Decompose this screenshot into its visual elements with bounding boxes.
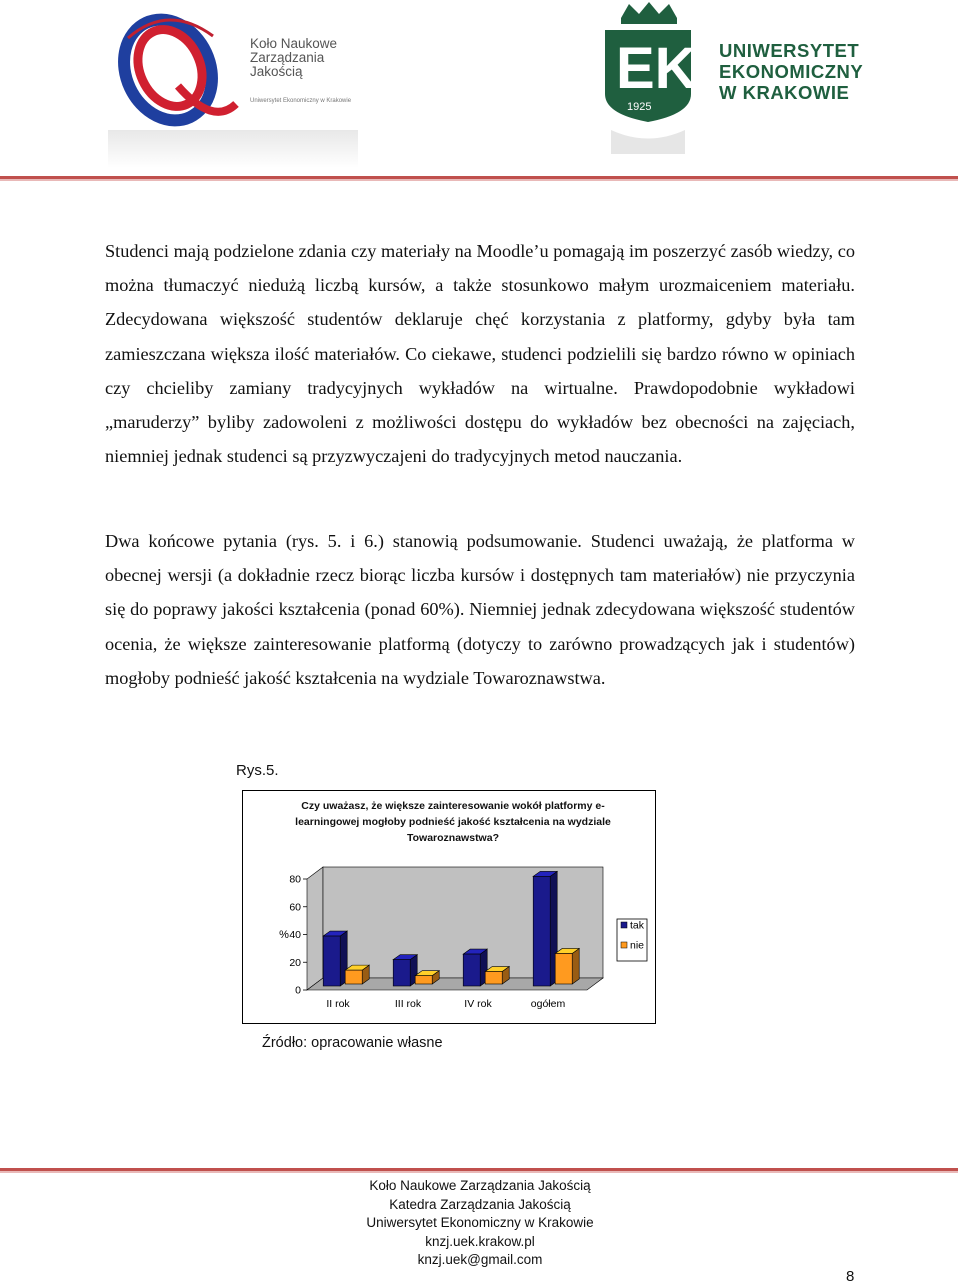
legend-swatch-nie [621, 942, 627, 948]
y-tick-label: 40 [289, 929, 301, 941]
bar-nie [345, 970, 362, 984]
y-axis-label: % [279, 929, 289, 941]
bar-tak [533, 876, 550, 986]
footer-line-club: Koło Naukowe Zarządzania Jakością [369, 1178, 591, 1193]
seal-year: 1925 [627, 101, 652, 113]
university-name-line3: W KRAKOWIE [719, 82, 850, 103]
body-paragraph-2: Dwa końcowe pytania (rys. 5. i 6.) stanowią podsumowanie. Studenci uważają, że platforma w obecnej wersji (a dokładnie rzecz biorąc liczba kursów i dostępnych tam materiałów) nie przyczynia się do poprawy jakości kształcenia (ponad 60%). Niemniej jednak zdecydowana większość studentów ocenia, że większe zainteresowanie platformą (dotyczy to zarówno prowadzących jak i studentów) mogłoby podnieść jakość kształcenia na wydziale Towaroznawstwa. [105, 531, 855, 688]
chart-canvas [243, 791, 655, 1023]
figure-label: Rys.5. [236, 762, 279, 779]
university-name-line1: UNIWERSYTET [719, 40, 860, 61]
header-divider-shadow [0, 179, 958, 181]
chart-side-wall [307, 867, 323, 990]
university-name [719, 40, 863, 103]
legend-label-tak: tak [630, 919, 645, 932]
svg-text:EK: EK [616, 36, 697, 101]
y-tick-label: 20 [289, 956, 301, 969]
page-header [0, 0, 960, 180]
bar-tak [463, 954, 480, 986]
club-name: Koło Naukowe Zarządzania Jakością [250, 36, 338, 79]
footer-line-email[interactable]: knzj.uek@gmail.com [417, 1252, 543, 1267]
university-logo [603, 2, 863, 162]
university-name-line2: EKONOMICZNY [719, 61, 864, 82]
university-crest-icon [603, 2, 713, 162]
club-subtitle: Uniwersytet Ekonomiczny w Krakowie [250, 98, 352, 104]
x-tick-label: III rok [394, 998, 422, 1010]
body-paragraph-1: Studenci mają podzielone zdania czy materiały na Moodle’u pomagają im poszerzyć zasób wiedzy, co można tłumaczyć niedużą liczbą kursów, a także stosunkowo małym urozmaiceniem materiału. Zdecydowana większość studentów deklaruje chęć korzystania z platformy, gdyby była tam zamieszczana większa ilość materiałów. Co ciekawe, studenci podzielili się bardzo równo w opiniach czy chcieliby zamiany tradycyjnych wykładów na wirtualne. Prawdopodobnie wykładowi „maruderzy” byliby zadowoleni z możliwości dostępu do wykładów bez obecności na zajęciach, niemniej jednak studenci są przyzwyczajeni do tradycyjnych metod nauczania. [105, 241, 855, 467]
page-footer [280, 1177, 680, 1270]
logo-reflection [108, 130, 358, 168]
x-tick-label: ogółem [530, 998, 566, 1010]
y-tick-label: 80 [289, 873, 301, 886]
bar-chart [242, 790, 656, 1024]
x-tick-label: II rok [326, 998, 350, 1010]
bar-tak [393, 960, 410, 986]
bar-nie [555, 953, 572, 984]
bar-nie [485, 972, 502, 984]
bar-side-nie [572, 948, 579, 984]
legend-label-nie: nie [630, 939, 645, 952]
figure-source: Źródło: opracowanie własne [262, 1035, 443, 1051]
footer-divider-shadow [0, 1171, 958, 1173]
bar-tak [323, 936, 340, 986]
footer-line-university: Uniwersytet Ekonomiczny w Krakowie [366, 1215, 594, 1230]
club-logo [108, 8, 358, 168]
bar-nie [415, 976, 432, 984]
x-tick-label: IV rok [464, 998, 492, 1010]
y-tick-label: 0 [295, 984, 301, 997]
footer-line-department: Katedra Zarządzania Jakością [389, 1196, 571, 1212]
footer-line-website[interactable]: knzj.uek.krakow.pl [425, 1233, 535, 1249]
chart-title: Czy uważasz, że większe zainteresowanie wokół platformy e-learningowej mogłoby podnieść jakość kształcenia na wydziale Towaroznawstwa? [295, 800, 611, 844]
legend-swatch-tak [621, 922, 627, 928]
y-tick-label: 60 [289, 901, 301, 914]
page-number: 8 [846, 1268, 855, 1285]
